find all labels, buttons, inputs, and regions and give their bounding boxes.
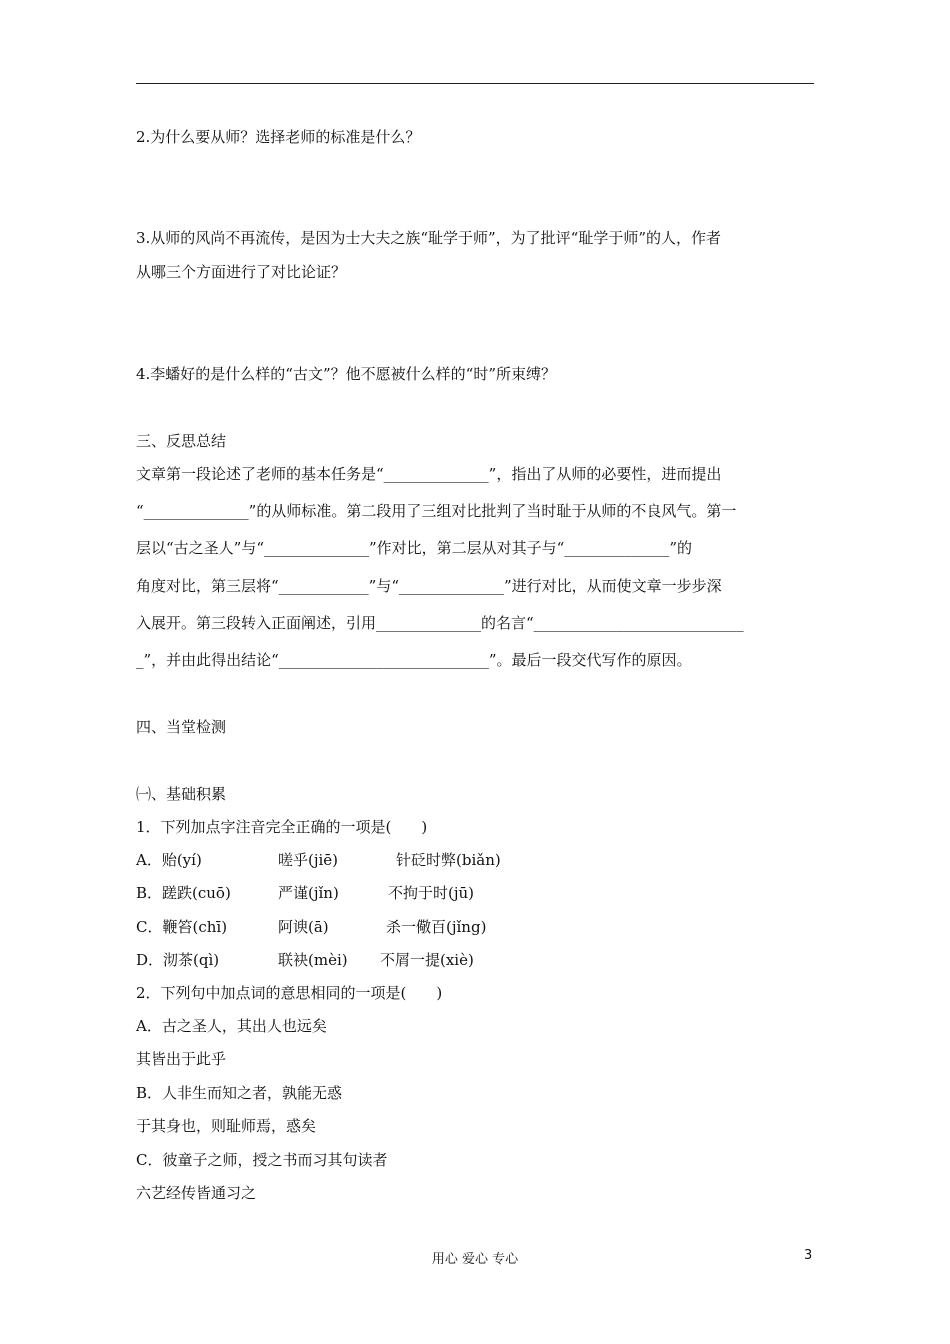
summary-line: “______________”的从师标准。第二段用了三组对比批判了当时耻于从师的不良风气。第一 <box>136 502 737 520</box>
option-text: 不屑一提(xiè) <box>380 951 474 969</box>
sub-heading-basics: ㈠、基础积累 <box>136 785 227 803</box>
mcq-2-line: B．人非生而知之者，孰能无惑 <box>136 1084 343 1102</box>
summary-line: 入展开。第三段转入正面阐述，引用______________的名言“____________________________ <box>136 614 744 632</box>
mcq-2-line: 六艺经传皆通习之 <box>136 1184 257 1202</box>
summary-line: _”，并由此得出结论“____________________________”。最后一段交代写作的原因。 <box>136 651 692 669</box>
option-text: 杀一儆百(jǐng) <box>386 918 487 936</box>
option-text: 联袂(mèi) <box>278 951 348 969</box>
mcq-1-option-c <box>136 917 816 937</box>
section-3-heading: 三、反思总结 <box>136 432 227 450</box>
mcq-2-line: A．古之圣人，其出人也远矣 <box>136 1017 327 1035</box>
mcq-2-line: 其皆出于此乎 <box>136 1050 227 1068</box>
option-text: 针砭时弊(biǎn) <box>396 851 501 869</box>
option-text: 严谨(jǐn) <box>278 884 339 902</box>
footer-motto: 用心 爱心 专心 <box>431 1252 519 1267</box>
summary-line: 文章第一段论述了老师的基本任务是“______________”，指出了从师的必要性，进而提出 <box>136 465 722 483</box>
mcq-1-option-b <box>136 883 816 903</box>
mcq-2-line: 于其身也，则耻师焉，惑矣 <box>136 1117 317 1135</box>
option-text: B．蹉跌(cuō) <box>136 884 231 902</box>
summary-line: 层以“古之圣人”与“______________”作对比，第二层从对其子与“______________”的 <box>136 539 693 557</box>
question-4: 4.李蟠好的是什么样的“古文”？他不愿被什么样的“时”所束缚？ <box>136 365 556 383</box>
question-3-line-2: 从哪三个方面进行了对比论证？ <box>136 263 347 281</box>
mcq-2-line: C．彼童子之师，授之书而习其句读者 <box>136 1151 388 1169</box>
option-text: 阿谀(ā) <box>278 918 329 936</box>
mcq-2-stem: 2．下列句中加点词的意思相同的一项是( ) <box>136 984 443 1002</box>
page-number: 3 <box>804 1248 813 1263</box>
mcq-1-option-a <box>136 850 816 870</box>
option-text: D．沏茶(qì) <box>136 951 220 969</box>
option-text: 不拘于时(jū) <box>388 884 475 902</box>
question-2: 2.为什么要从师？选择老师的标准是什么？ <box>136 128 421 146</box>
question-3-line-1: 3.从师的风尚不再流传，是因为士大夫之族“耻学于师”，为了批评“耻学于师”的人，作者 <box>136 229 721 247</box>
mcq-1-option-d <box>136 950 816 970</box>
option-text: A．贻(yí) <box>136 851 202 869</box>
section-4-heading: 四、当堂检测 <box>136 718 227 736</box>
summary-line: 角度对比，第三层将“____________”与“______________”进行对比，从而使文章一步步深 <box>136 577 722 595</box>
option-text: 嗟乎(jiē) <box>278 851 339 869</box>
header-rule <box>136 83 814 84</box>
mcq-1-stem: 1．下列加点字注音完全正确的一项是( ) <box>136 818 428 836</box>
option-text: C．鞭笞(chī) <box>136 918 228 936</box>
